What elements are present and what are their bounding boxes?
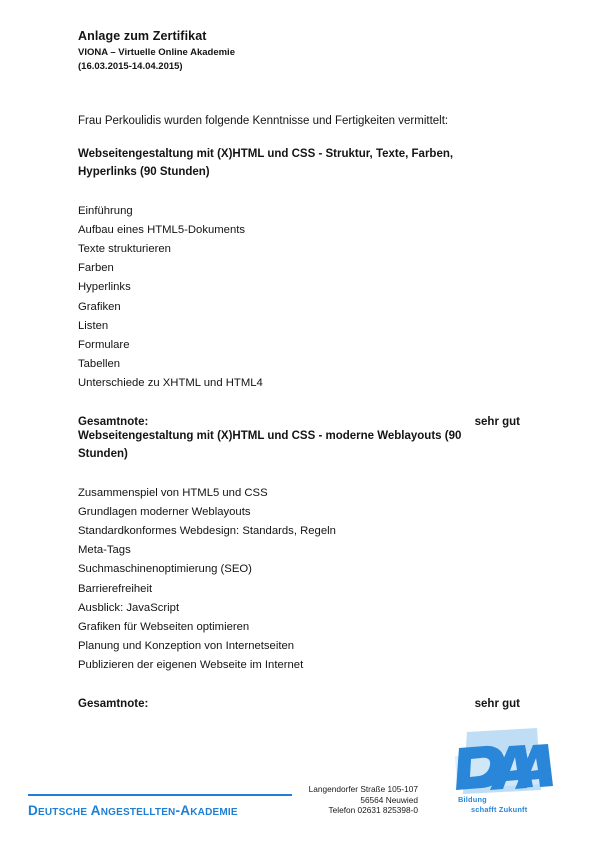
logo-tagline [458, 795, 553, 814]
list-item: Grafiken [78, 300, 121, 313]
list-item: Hyperlinks [78, 281, 131, 294]
intro-sentence: Frau Perkoulidis wurden folgende Kenntnisse und Fertigkeiten vermittelt: [78, 115, 449, 127]
list-item: Publizieren der eigenen Webseite im Internet [78, 659, 304, 672]
list-item: Formulare [78, 339, 130, 352]
logo-tagline-line2: schafft Zukunft [471, 804, 528, 814]
list-item: Suchmaschinenoptimierung (SEO) [78, 563, 252, 576]
topic-list [78, 484, 524, 676]
grade-value: sehr gut [474, 697, 520, 710]
footer-brand-name: Deutsche Angestellten-Akademie [28, 803, 238, 818]
header-subtitle: VIONA – Virtuelle Online Akademie [78, 46, 235, 58]
list-item: Tabellen [78, 358, 121, 371]
list-item: Unterschiede zu XHTML und HTML4 [78, 377, 263, 390]
list-item: Grundlagen moderner Weblayouts [78, 505, 251, 518]
document-header [78, 28, 498, 73]
list-item: Listen [78, 319, 109, 332]
list-item: Meta-Tags [78, 544, 131, 557]
address-street: Langendorfer Straße 105-107 [308, 784, 418, 794]
grade-row [78, 416, 524, 428]
list-item: Aufbau eines HTML5-Dokuments [78, 223, 246, 236]
list-item: Zusammenspiel von HTML5 und CSS [78, 486, 268, 499]
address-city: 56564 Neuwied [360, 794, 418, 805]
list-item: Standardkonformes Webdesign: Standards, Regeln [78, 525, 336, 538]
logo-tagline-line1: Bildung [458, 795, 487, 804]
address-phone: Telefon 02631 825398-0 [328, 805, 418, 816]
list-item: Barrierefreiheit [78, 582, 153, 595]
course-title: Webseitengestaltung mit (X)HTML und CSS - Struktur, Texte, Farben, Hyperlinks (90 Stunden) [78, 148, 454, 178]
grade-label: Gesamtnote: [78, 415, 149, 428]
grade-label: Gesamtnote: [78, 697, 149, 710]
header-date-range: (16.03.2015-14.04.2015) [78, 60, 183, 72]
course-block-1 [78, 146, 524, 428]
grade-value: sehr gut [474, 415, 520, 428]
list-item: Grafiken für Webseiten optimieren [78, 621, 250, 634]
grade-row [78, 698, 524, 710]
list-item: Farben [78, 262, 114, 275]
list-item: Einführung [78, 204, 133, 217]
list-item: Ausblick: JavaScript [78, 601, 180, 614]
course-block-2 [78, 428, 524, 710]
course-title: Webseitengestaltung mit (X)HTML und CSS - moderne Weblayouts (90 Stunden) [78, 430, 462, 460]
footer-address [248, 784, 418, 816]
list-item: Planung und Konzeption von Internetseiten [78, 640, 295, 653]
page-title: Anlage zum Zertifikat [78, 29, 207, 43]
list-item: Texte strukturieren [78, 243, 171, 256]
topic-list [78, 202, 524, 394]
daa-logo [449, 726, 553, 822]
footer-divider [28, 794, 292, 796]
